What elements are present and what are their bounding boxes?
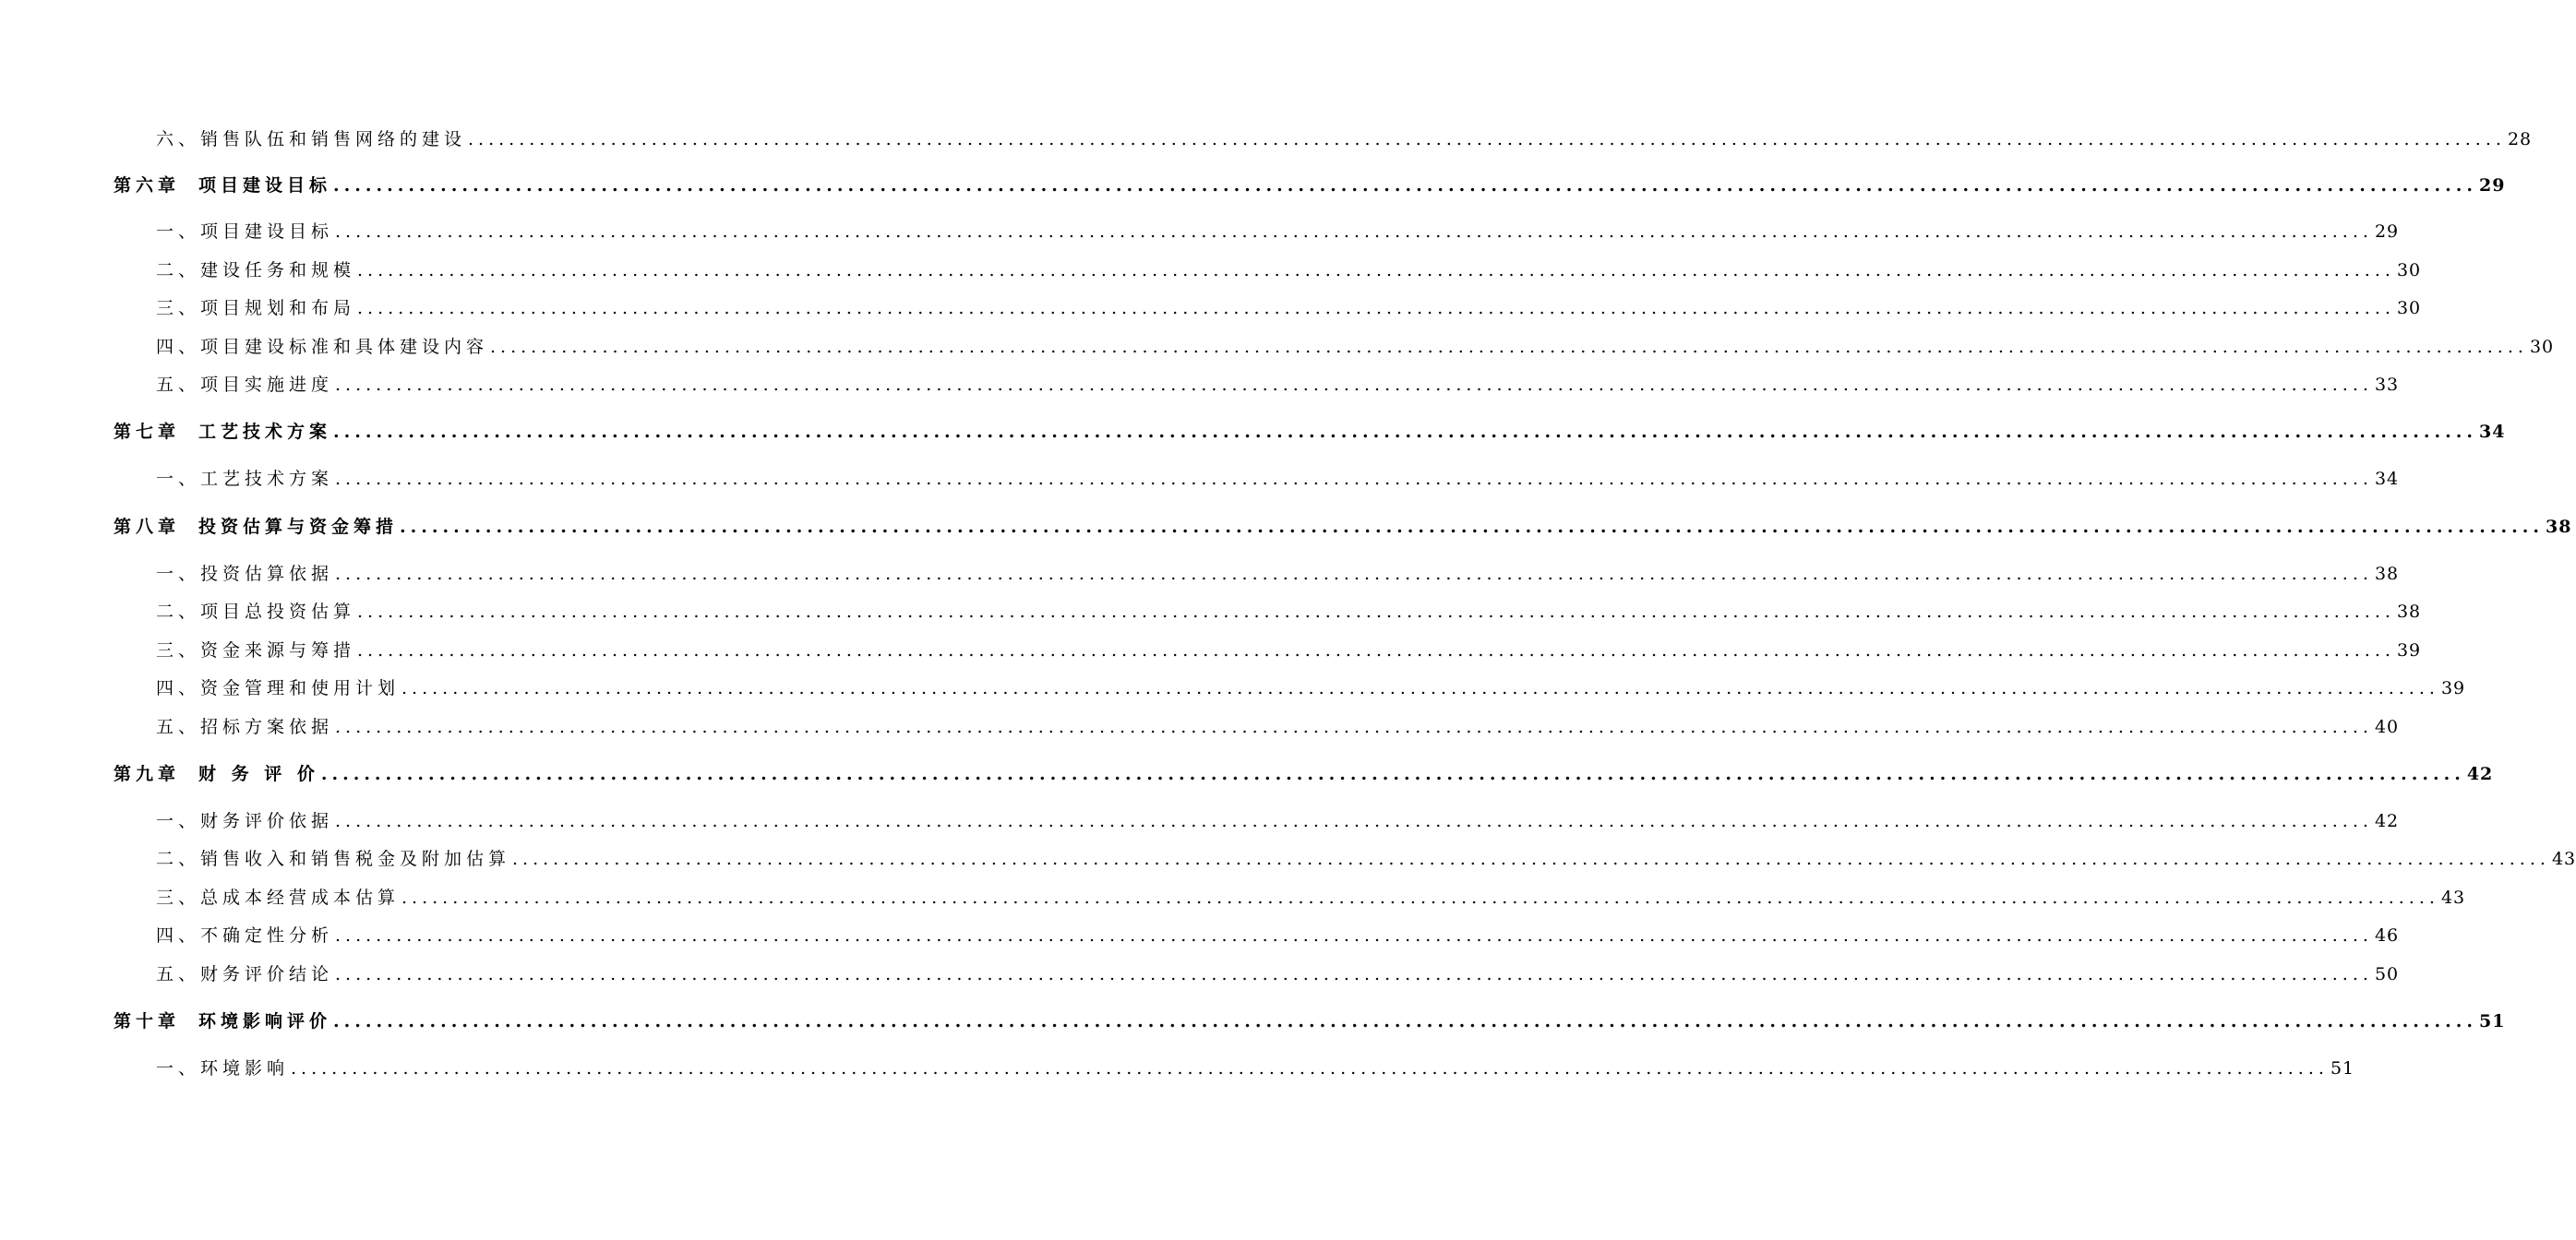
toc-chapter-entry[interactable] — [114, 420, 2506, 444]
page-number: 34 — [2374, 469, 2400, 489]
entry-title: 一、工艺技术方案 — [156, 469, 334, 489]
toc-section-entry[interactable] — [156, 600, 2422, 624]
entry-title: 财 务 评 价 — [198, 764, 319, 784]
page-number: 43 — [2551, 849, 2576, 869]
entry-title: 二、项目总投资估算 — [156, 602, 356, 622]
toc-chapter-entry[interactable] — [114, 173, 2506, 197]
entry-title: 四、不确定性分析 — [156, 925, 334, 946]
toc-section-entry[interactable] — [156, 962, 2400, 986]
toc-section-entry[interactable] — [156, 1056, 2355, 1080]
page-number: 42 — [2374, 811, 2400, 831]
dot-leader: ........................................................................................................................................................................................................ — [357, 260, 2395, 280]
entry-title: 环境影响评价 — [198, 1011, 332, 1031]
dot-leader: ........................................................................................................................................................................................................ — [335, 717, 2373, 737]
page-number: 38 — [2374, 564, 2400, 584]
toc-section-entry[interactable] — [156, 847, 2576, 871]
entry-title: 一、财务评价依据 — [156, 811, 334, 831]
dot-leader: ........................................................................................................................................................................................................ — [335, 925, 2373, 946]
dot-leader: ........................................................................................................................................................................................................ — [335, 375, 2373, 395]
dot-leader: ........................................................................................................................................................................................................ — [357, 640, 2395, 661]
page-number: 30 — [2396, 298, 2422, 318]
dot-leader: ........................................................................................................................................................................................................ — [401, 678, 2439, 698]
chapter-number: 第七章 — [114, 422, 181, 442]
toc-section-entry[interactable] — [156, 638, 2422, 662]
dot-leader: ........................................................................................................................................................................................................ — [335, 964, 2373, 984]
entry-title: 二、建设任务和规模 — [156, 260, 356, 280]
entry-title: 三、资金来源与筹措 — [156, 640, 356, 661]
chapter-number: 第六章 — [114, 175, 181, 196]
page-number: 51 — [2478, 1011, 2506, 1031]
toc-section-entry[interactable] — [156, 467, 2400, 491]
dot-leader: ........................................................................................................................................................................................................ — [335, 221, 2373, 242]
entry-title: 三、总成本经营成本估算 — [156, 888, 401, 908]
dot-leader: ........................................................................................................................................................................................................ — [291, 1058, 2329, 1079]
dot-leader: ........................................................................................................................................................................................................ — [333, 175, 2477, 196]
entry-title: 四、资金管理和使用计划 — [156, 678, 401, 698]
toc-section-entry[interactable] — [156, 220, 2400, 244]
entry-title: 五、项目实施进度 — [156, 375, 334, 395]
page-number: 34 — [2478, 422, 2506, 442]
toc-section-entry[interactable] — [156, 809, 2400, 833]
entry-title: 二、销售收入和销售税金及附加估算 — [156, 849, 511, 869]
entry-title: 一、项目建设目标 — [156, 221, 334, 242]
page-number: 43 — [2440, 888, 2466, 908]
page-number: 51 — [2330, 1058, 2355, 1079]
toc-section-entry[interactable] — [156, 715, 2400, 739]
entry-title: 一、投资估算依据 — [156, 564, 334, 584]
dot-leader: ........................................................................................................................................................................................................ — [333, 1011, 2477, 1031]
toc-section-entry[interactable] — [156, 562, 2400, 586]
toc-section-entry[interactable] — [156, 373, 2400, 397]
toc-section-entry[interactable] — [156, 258, 2422, 282]
chapter-number: 第八章 — [114, 517, 181, 537]
page-number: 30 — [2396, 260, 2422, 280]
entry-title: 五、招标方案依据 — [156, 717, 334, 737]
page-number: 38 — [2396, 602, 2422, 622]
entry-title: 四、项目建设标准和具体建设内容 — [156, 337, 489, 357]
page-number: 50 — [2374, 964, 2400, 984]
entry-title: 三、项目规划和布局 — [156, 298, 356, 318]
dot-leader: ........................................................................................................................................................................................................ — [400, 517, 2544, 537]
page-number: 39 — [2440, 678, 2466, 698]
dot-leader: ........................................................................................................................................................................................................ — [401, 888, 2439, 908]
dot-leader: ........................................................................................................................................................................................................ — [357, 298, 2395, 318]
toc-section-entry[interactable] — [156, 127, 2533, 151]
dot-leader: ........................................................................................................................................................................................................ — [490, 337, 2528, 357]
chapter-number: 第九章 — [114, 764, 181, 784]
entry-title: 工艺技术方案 — [198, 422, 332, 442]
toc-section-entry[interactable] — [156, 296, 2422, 320]
page-number: 40 — [2374, 717, 2400, 737]
toc-chapter-entry[interactable] — [114, 515, 2572, 539]
dot-leader: ........................................................................................................................................................................................................ — [320, 764, 2465, 784]
page-number: 30 — [2529, 337, 2555, 357]
page-number: 28 — [2507, 129, 2533, 149]
toc-section-entry[interactable] — [156, 886, 2466, 910]
toc-chapter-entry[interactable] — [114, 1009, 2506, 1033]
entry-title: 一、环境影响 — [156, 1058, 290, 1079]
dot-leader: ........................................................................................................................................................................................................ — [333, 422, 2477, 442]
page-number: 42 — [2466, 764, 2494, 784]
dot-leader: ........................................................................................................................................................................................................ — [335, 564, 2373, 584]
toc-section-entry[interactable] — [156, 924, 2400, 948]
page-number: 29 — [2374, 221, 2400, 242]
dot-leader: ........................................................................................................................................................................................................ — [357, 602, 2395, 622]
page-number: 29 — [2478, 175, 2506, 196]
dot-leader: ........................................................................................................................................................................................................ — [335, 811, 2373, 831]
entry-title: 五、财务评价结论 — [156, 964, 334, 984]
dot-leader: ........................................................................................................................................................................................................ — [335, 469, 2373, 489]
entry-title: 投资估算与资金筹措 — [198, 517, 399, 537]
page-number: 39 — [2396, 640, 2422, 661]
toc-section-entry[interactable] — [156, 676, 2466, 700]
dot-leader: ........................................................................................................................................................................................................ — [512, 849, 2550, 869]
page-number: 33 — [2374, 375, 2400, 395]
entry-title: 六、销售队伍和销售网络的建设 — [156, 129, 467, 149]
chapter-number: 第十章 — [114, 1011, 181, 1031]
entry-title: 项目建设目标 — [198, 175, 332, 196]
toc-section-entry[interactable] — [156, 335, 2555, 359]
page-number: 38 — [2545, 517, 2572, 537]
dot-leader: ........................................................................................................................................................................................................ — [468, 129, 2506, 149]
page-number: 46 — [2374, 925, 2400, 946]
toc-chapter-entry[interactable] — [114, 762, 2494, 786]
